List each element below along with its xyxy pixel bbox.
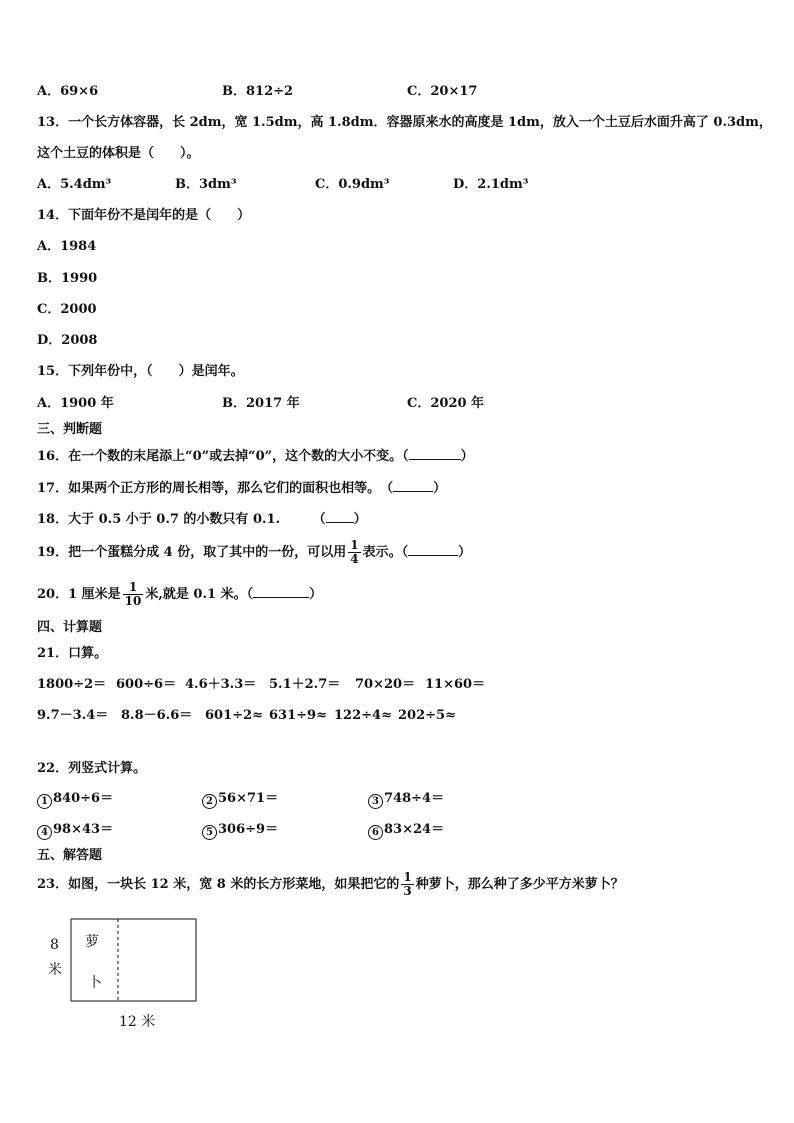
length-label: 12 米	[119, 1014, 156, 1030]
q14-option-a: A．1984	[37, 239, 97, 254]
circled-number-5: 5	[202, 825, 217, 840]
width-unit: 米	[48, 962, 62, 978]
q21-stem: 21．口算。	[37, 646, 108, 661]
q16-close: ）	[460, 449, 474, 464]
q20-fraction-numerator: 1	[123, 581, 144, 595]
q16-answer-blank[interactable]	[409, 447, 461, 460]
q20-answer-blank[interactable]	[253, 585, 309, 598]
circled-number-1: 1	[37, 794, 52, 809]
q22-expr: 840÷6＝	[53, 791, 114, 806]
q22-item-3	[368, 791, 444, 809]
q20	[37, 580, 322, 610]
width-label: 8	[50, 937, 59, 953]
circled-number-3: 3	[368, 794, 383, 809]
q19-answer-blank[interactable]	[408, 543, 458, 556]
q21-item: 5.1＋2.7＝	[269, 677, 341, 692]
section-4-heading: 四、计算题	[37, 620, 103, 635]
q17-answer-blank[interactable]	[393, 479, 433, 492]
q15-option-b: B．2017 年	[222, 396, 300, 411]
q18	[37, 510, 367, 528]
q13-line1: 13．一个长方体容器，长 2dm，宽 1.5dm，高 1.8dm．容器原来水的高度是 1dm，放入一个土豆后水面升高了 0.3dm，	[37, 115, 772, 130]
q22-expr: 56×71＝	[218, 791, 279, 806]
q17-text: 17．如果两个正方形的周长相等，那么它们的面积也相等。 （	[37, 481, 394, 496]
q23-fraction-numerator: 1	[403, 870, 412, 884]
q18-text: 18．大于 0.5 小于 0.7 的小数只有 0.1. （	[37, 512, 326, 527]
q23-fraction	[401, 871, 413, 898]
section-5-heading: 五、解答题	[37, 848, 103, 863]
q14-option-d: D．2008	[37, 333, 98, 348]
q20-close: ）	[309, 587, 323, 602]
q14-stem: 14．下面年份不是闰年的是（ ）	[37, 208, 251, 223]
q22-item-6	[368, 822, 444, 840]
q21-item: 70×20＝	[355, 677, 416, 692]
q19-text: 19．把一个蛋糕分成 4 份，取了其中的一份，可以用	[37, 545, 347, 560]
q13-option-c: C．0.9dm³	[315, 177, 390, 192]
q21-item: 9.7－3.4＝	[37, 708, 109, 723]
q16	[37, 447, 474, 465]
q19-fraction	[348, 539, 360, 566]
q22-stem: 22．列竖式计算。	[37, 761, 147, 776]
q13-option-a: A．5.4dm³	[37, 177, 112, 192]
q18-close: ）	[353, 512, 367, 527]
q13-line2: 这个土豆的体积是（ ）。	[37, 146, 200, 161]
q22-expr: 98×43＝	[53, 822, 114, 837]
section-3-heading: 三、判断题	[37, 422, 103, 437]
q19-fraction-denominator: 4	[350, 552, 359, 566]
q18-answer-blank[interactable]	[326, 510, 354, 523]
q21-item: 601÷2≈	[205, 708, 263, 723]
circled-number-6: 6	[368, 825, 383, 840]
q22-item-5	[202, 822, 278, 840]
q21-item: 202÷5≈	[398, 708, 456, 723]
q21-item: 8.8－6.6＝	[121, 708, 193, 723]
q20-text: 20．1 厘米是	[37, 587, 121, 602]
q19	[37, 538, 471, 568]
crop-char-2: 卜	[88, 975, 102, 991]
field-diagram	[40, 912, 220, 1037]
q22-expr: 306÷9＝	[218, 822, 279, 837]
q22-item-4	[37, 822, 113, 840]
q20-fraction	[123, 581, 144, 608]
q17-close: ）	[433, 481, 447, 496]
q22-expr: 83×24＝	[384, 822, 445, 837]
circled-number-2: 2	[202, 794, 217, 809]
q22-item-1	[37, 791, 113, 809]
q19-fraction-numerator: 1	[350, 538, 359, 552]
q15-stem: 15．下列年份中，（ ）是闰年。	[37, 364, 244, 379]
q23-text-post: 种萝卜，那么种了多少平方米萝卜？	[415, 877, 624, 892]
q19-text-post: 表示。（	[362, 545, 409, 560]
q21-item: 4.6＋3.3＝	[185, 677, 257, 692]
q15-option-c: C．2020 年	[407, 396, 485, 411]
q21-item: 11×60＝	[425, 677, 486, 692]
q23-text: 23．如图，一块长 12 米，宽 8 米的长方形菜地，如果把它的	[37, 877, 400, 892]
q20-fraction-denominator: 10	[124, 594, 142, 608]
q14-option-c: C．2000	[37, 302, 97, 317]
q20-text-post: 米,就是 0.1 米。（	[145, 587, 254, 602]
q16-text: 16．在一个数的末尾添上“0”或去掉“0”，这个数的大小不变。（	[37, 449, 409, 464]
q12-option-a: A．69×6	[37, 84, 99, 99]
q15-option-a: A．1900 年	[37, 396, 114, 411]
q21-item: 600÷6＝	[116, 677, 177, 692]
q21-item: 122÷4≈	[334, 708, 392, 723]
q22-expr: 748÷4＝	[384, 791, 445, 806]
q13-option-d: D．2.1dm³	[453, 177, 529, 192]
q12-option-b: B．812÷2	[222, 84, 294, 99]
circled-number-4: 4	[37, 825, 52, 840]
q13-option-b: B．3dm³	[175, 177, 237, 192]
q23-stem	[37, 870, 624, 900]
q21-item: 631÷9≈	[269, 708, 327, 723]
q22-item-2	[202, 791, 278, 809]
q14-option-b: B．1990	[37, 271, 98, 286]
crop-char-1: 萝	[85, 934, 99, 950]
q23-fraction-denominator: 3	[403, 884, 412, 898]
q17	[37, 479, 446, 497]
q12-option-c: C．20×17	[407, 84, 478, 99]
q19-close: ）	[458, 545, 472, 560]
q21-item: 1800÷2＝	[37, 677, 107, 692]
